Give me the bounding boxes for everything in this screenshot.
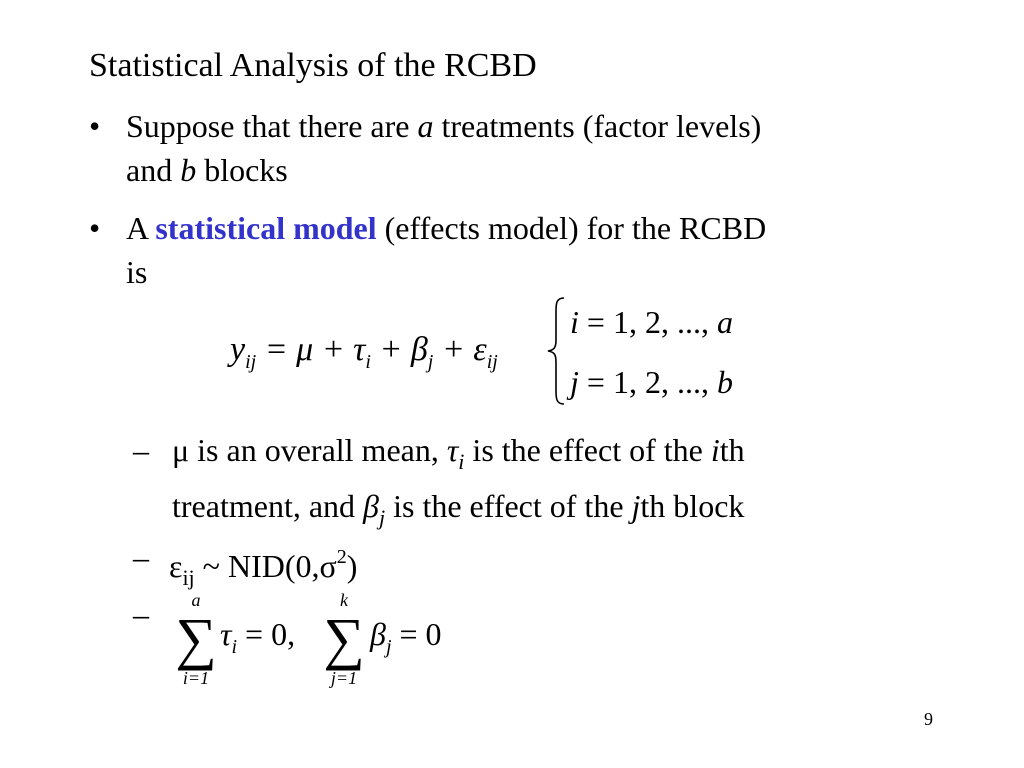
sum-beta	[322, 590, 366, 688]
def-tau-subscript: i	[458, 449, 465, 474]
err-close: )	[346, 548, 358, 584]
eq-part3: + ε	[433, 331, 487, 368]
bullet-marker: •	[89, 108, 101, 144]
sum2-symbol: ∑	[323, 606, 365, 671]
dash-marker: –	[133, 596, 149, 632]
case-j-var: j	[570, 364, 579, 400]
err-nid: ~ NID(0,σ	[194, 548, 337, 584]
model-equation	[230, 328, 498, 384]
eq-y: y	[230, 331, 246, 368]
sum-tau	[174, 590, 218, 688]
eq-beta-subscript: j	[427, 351, 434, 373]
bullet-treatments-text	[126, 104, 949, 192]
def-th: th	[719, 432, 745, 468]
bullet2-part3: is	[126, 254, 148, 290]
def-part5: is the effect of the	[385, 488, 632, 524]
bullet2-part2: (effects model) for the RCBD	[376, 210, 767, 246]
bullet-treatments	[89, 104, 949, 192]
sum1-lower: i=1	[182, 668, 210, 688]
eq-part1: = μ + τ	[256, 331, 366, 368]
bullet1-part3: and	[126, 152, 181, 188]
sum1-tau: τ	[220, 616, 232, 652]
sum2-equals: = 0	[391, 616, 442, 652]
eq-part2: + β	[370, 331, 428, 368]
bullet1-part4: blocks	[196, 152, 288, 188]
sum-beta-text	[370, 612, 442, 669]
def-beta: β	[363, 488, 379, 524]
case-i-var: i	[570, 304, 579, 340]
case-j-end: b	[716, 364, 733, 400]
dash-marker: –	[133, 539, 149, 575]
sum-tau-text	[220, 612, 295, 669]
eq-tau-subscript: i	[365, 351, 371, 373]
sum1-equals: = 0,	[237, 616, 296, 652]
bullet1-var-a: a	[417, 108, 434, 144]
eq-y-subscript: ij	[245, 351, 257, 373]
bullet1-part2: treatments (factor levels)	[433, 108, 762, 144]
sum2-beta-subscript: j	[385, 636, 392, 658]
def-part2: is the effect of the	[464, 432, 711, 468]
def-j: j	[631, 488, 641, 524]
sum2-upper: k	[340, 590, 348, 610]
def-part6: th block	[640, 488, 745, 524]
def-mu: μ is an overall mean,	[172, 432, 447, 468]
statistical-model-highlight: statistical model	[155, 210, 377, 246]
bullet1-part1: Suppose that there are	[126, 108, 418, 144]
definitions-text	[172, 428, 953, 540]
case-i-range: = 1, 2, ...,	[578, 304, 717, 340]
sub-bullet-definitions	[133, 428, 953, 540]
def-tau: τ	[446, 432, 459, 468]
err-sup: 2	[336, 546, 347, 568]
bullet2-part1: A	[126, 210, 156, 246]
sum1-symbol: ∑	[175, 606, 217, 671]
case-i-end: a	[716, 304, 733, 340]
index-case-j	[570, 362, 733, 402]
page-number: 9	[924, 709, 933, 729]
bullet-marker: •	[89, 210, 101, 246]
sum1-upper: a	[191, 590, 201, 610]
def-beta-subscript: j	[378, 505, 386, 530]
bullet-statistical-model	[89, 206, 949, 294]
slide-title: Statistical Analysis of the RCBD	[89, 47, 537, 84]
sum2-lower: j=1	[330, 668, 358, 688]
index-case-i	[570, 302, 733, 342]
case-j-range: = 1, 2, ...,	[578, 364, 717, 400]
bullet-model-text	[126, 206, 949, 294]
bullet1-var-b: b	[180, 152, 197, 188]
err-eps: ε	[169, 548, 183, 584]
left-brace-icon	[546, 296, 566, 406]
def-i: i	[710, 432, 720, 468]
dash-marker: –	[133, 432, 149, 468]
sum2-beta: β	[370, 616, 386, 652]
err-eps-subscript: ij	[182, 565, 195, 590]
def-part4: treatment, and	[172, 488, 364, 524]
eq-eps-subscript: ij	[486, 351, 498, 373]
sum1-tau-subscript: i	[231, 636, 238, 658]
